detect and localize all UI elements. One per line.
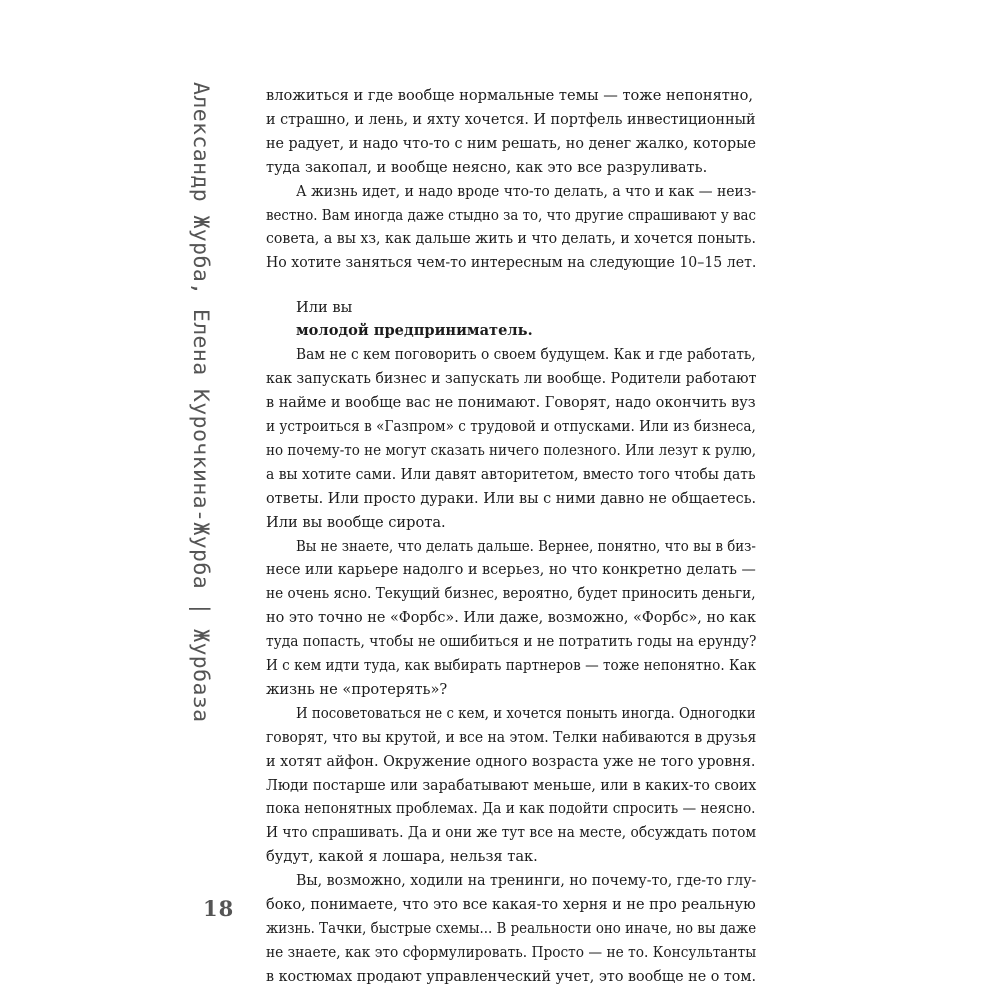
text-line: вестно. Вам иногда даже стыдно за то, что другие спрашивают у вас: [266, 207, 756, 224]
text-line: пока непонятных проблемах. Да и как подойти спросить — неясно.: [266, 800, 756, 817]
subheading-line: молодой предприниматель.: [296, 322, 533, 339]
text-line: не радует, и надо что-то с ним решать, но денег жалко, которые: [266, 135, 756, 152]
text-line: в найме и вообще вас не понимают. Говорят, надо окончить вуз: [266, 394, 756, 411]
running-head: [188, 82, 213, 723]
text-line: туда закопал, и вообще неясно, как это все разруливать.: [266, 159, 708, 176]
text-line: Или вы вообще сирота.: [266, 514, 446, 531]
text-line: несе или карьере надолго и всерьез, но что конкретно делать —: [266, 561, 756, 578]
text-line: Вы, возможно, ходили на тренинги, но почему-то, где-то глу-: [296, 872, 757, 889]
text-line: И посоветоваться не с кем, и хочется поныть иногда. Одногодки: [296, 705, 756, 722]
text-line: но почему-то не могут сказать ничего полезного. Или лезут к рулю,: [266, 442, 756, 459]
running-head-text: Александр Журба, Елена Курочкина-Журба | Журбаза: [188, 82, 213, 723]
text-line: и устроиться в «Газпром» с трудовой и отпусками. Или из бизнеса,: [266, 418, 756, 435]
text-line: И с кем идти туда, как выбирать партнеров — тоже непонятно. Как: [266, 657, 757, 674]
text-line: Люди постарше или зарабатывают меньше, или в каких-то своих: [266, 777, 757, 794]
text-line: совета, а вы хз, как дальше жить и что делать, и хочется поныть.: [266, 230, 756, 247]
text-line: вложиться и где вообще нормальные темы — тоже непонятно,: [266, 87, 754, 104]
text-line: ответы. Или просто дураки. Или вы с ними давно не общаетесь.: [266, 490, 757, 507]
text-line: Но хотите заняться чем-то интересным на следующие 10–15 лет.: [266, 254, 757, 271]
text-line: и страшно, и лень, и яхту хочется. И портфель инвестиционный: [266, 111, 756, 128]
text-line: жизнь не «протерять»?: [266, 681, 448, 698]
text-line: говорят, что вы крутой, и все на этом. Телки набиваются в друзья: [266, 729, 757, 746]
text-line: боко, понимаете, что это все какая-то херня и не про реальную: [266, 896, 756, 913]
text-line: не очень ясно. Текущий бизнес, вероятно, будет приносить деньги,: [266, 585, 756, 602]
text-line: жизнь. Тачки, быстрые схемы... В реальности оно иначе, но вы даже: [266, 920, 757, 937]
text-line: А жизнь идет, и надо вроде что-то делать, а что и как — неиз-: [296, 183, 757, 200]
text-line: как запускать бизнес и запускать ли вообще. Родители работают: [266, 370, 757, 387]
text-line: не знаете, как это сформулировать. Просто — не то. Консультанты: [266, 944, 757, 961]
page-number: 18: [203, 896, 235, 921]
text-line: в костюмах продают управленческий учет, это вообще не о том.: [266, 968, 757, 985]
text-line: Вы не знаете, что делать дальше. Вернее, понятно, что вы в биз-: [296, 538, 756, 555]
text-line: и хотят айфон. Окружение одного возраста уже не того уровня.: [266, 753, 756, 770]
text-line: И что спрашивать. Да и они же тут все на месте, обсуждать потом: [266, 824, 757, 841]
text-line: Вам не с кем поговорить о своем будущем. Как и где работать,: [296, 346, 756, 363]
text-line: туда попасть, чтобы не ошибиться и не потратить годы на ерунду?: [266, 633, 757, 650]
text-line: будут, какой я лошара, нельзя так.: [266, 848, 538, 865]
text-line: а вы хотите сами. Или давят авторитетом, вместо того чтобы дать: [266, 466, 756, 483]
text-line: Или вы: [296, 299, 353, 316]
text-line: но это точно не «Форбс». Или даже, возможно, «Форбс», но как: [266, 609, 756, 626]
